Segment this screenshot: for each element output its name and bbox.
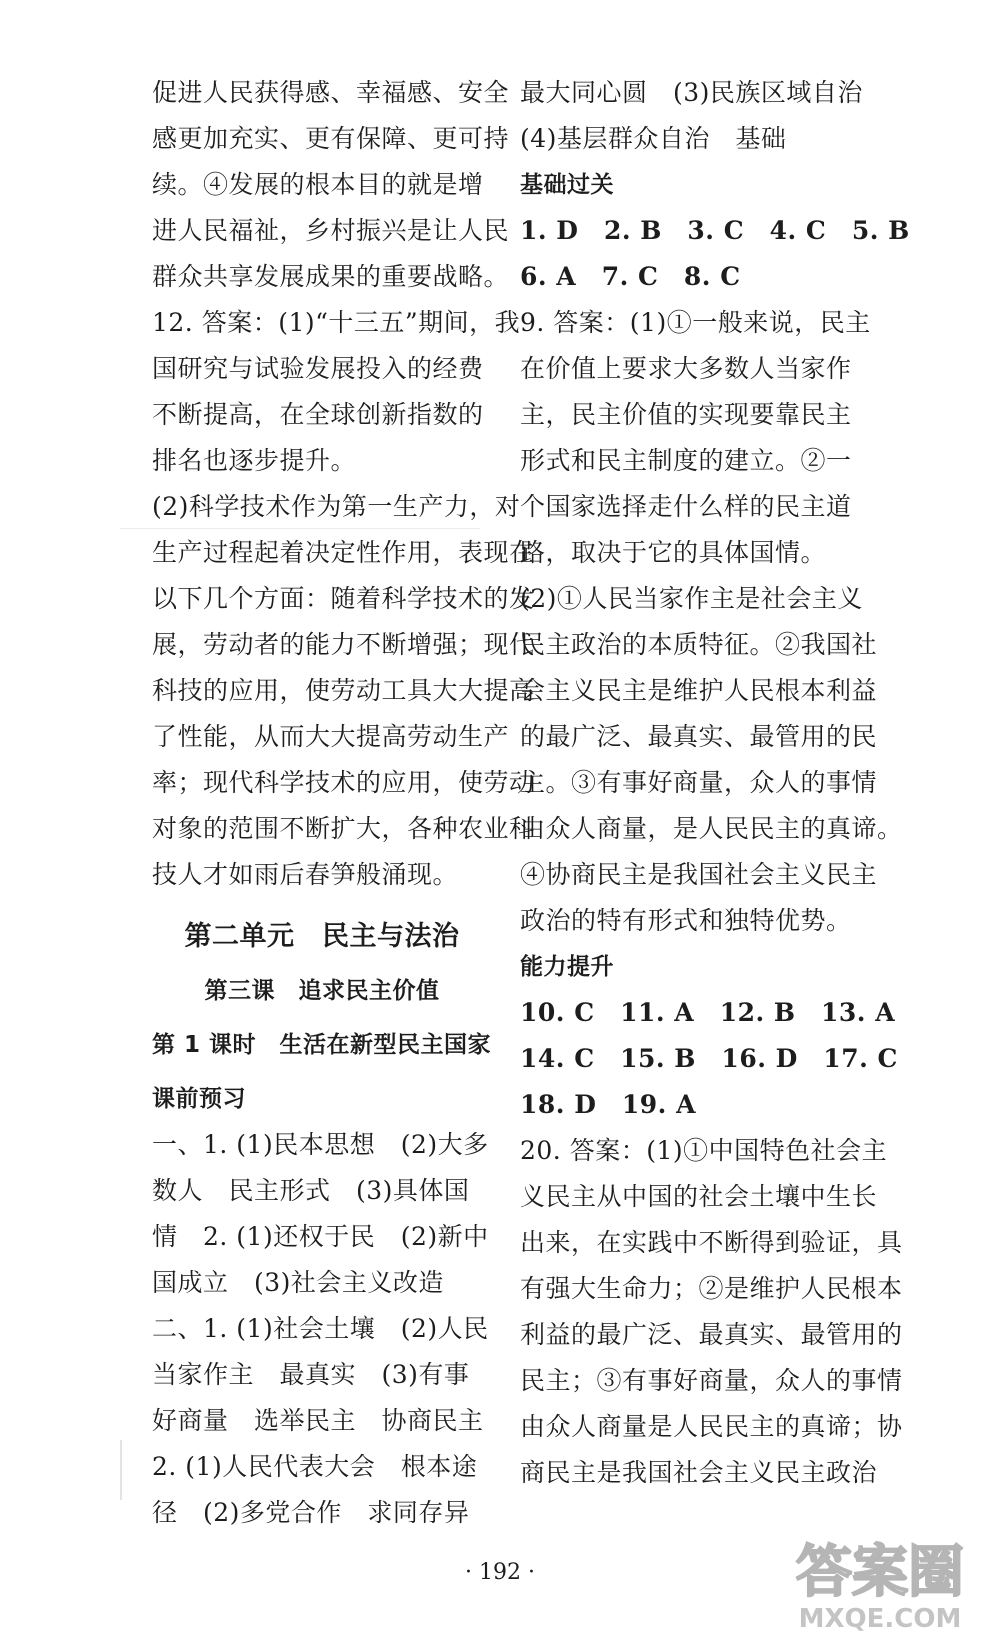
text-line: 商民主是我国社会主义民主政治	[520, 1458, 878, 1487]
text-line: 有强大生命力；②是维护人民根本	[520, 1274, 903, 1303]
section-heading-advanced: 能力提升	[520, 954, 614, 980]
text-line: 径 (2)多党合作 求同存异	[152, 1498, 470, 1527]
text-line: 不断提高，在全球创新指数的	[152, 400, 484, 429]
answer-9-line: 9. 答案：(1)①一般来说，民主	[520, 308, 871, 337]
answer-12-line: 12. 答案：(1)“十三五”期间，我	[152, 308, 521, 337]
margin-mark	[120, 1440, 122, 1500]
text-line: 以下几个方面：随着科学技术的发	[152, 584, 535, 613]
text-line: 路，取决于它的具体国情。	[520, 538, 827, 567]
text-line: 会主义民主是维护人民根本利益	[520, 676, 878, 705]
text-line: 当家作主 最真实 (3)有事	[152, 1360, 470, 1389]
watermark-site-text: MXQE.COM	[798, 1604, 962, 1634]
text-line: 国研究与试验发展投入的经费	[152, 354, 484, 383]
answer-key-line: 10. C 11. A 12. B 13. A	[520, 998, 896, 1027]
text-line: 一、1. (1)民本思想 (2)大多	[152, 1130, 489, 1159]
text-line: 政治的特有形式和独特优势。	[520, 906, 852, 935]
answer-key-line: 14. C 15. B 16. D 17. C	[520, 1044, 898, 1073]
text-line: 进人民福祉，乡村振兴是让人民	[152, 216, 510, 245]
answer-key-line: 6. A 7. C 8. C	[520, 262, 741, 291]
text-line: 主。③有事好商量，众人的事情	[520, 768, 878, 797]
text-line: 形式和民主制度的建立。②一	[520, 446, 852, 475]
text-line: 展，劳动者的能力不断增强；现代	[152, 630, 535, 659]
text-line: 促进人民获得感、幸福感、安全	[152, 78, 510, 107]
text-line: 在价值上要求大多数人当家作	[520, 354, 852, 383]
text-line: 生产过程起着决定性作用，表现在	[152, 538, 535, 567]
text-line: 利益的最广泛、最真实、最管用的	[520, 1320, 903, 1349]
text-line: 二、1. (1)社会土壤 (2)人民	[152, 1314, 489, 1343]
answer-20-line: 20. 答案：(1)①中国特色社会主	[520, 1136, 888, 1165]
section-heading-preview: 课前预习	[152, 1086, 246, 1112]
text-line: 由众人商量，是人民民主的真谛。	[520, 814, 903, 843]
text-line: 技人才如雨后春笋般涌现。	[152, 860, 459, 889]
text-line: (2)①人民当家作主是社会主义	[520, 584, 863, 613]
text-line: 数人 民主形式 (3)具体国	[152, 1176, 470, 1205]
text-line: 个国家选择走什么样的民主道	[520, 492, 852, 521]
text-line: 的最广泛、最真实、最管用的民	[520, 722, 878, 751]
text-line: 感更加充实、更有保障、更可持	[152, 124, 510, 153]
text-line: 最大同心圆 (3)民族区域自治	[520, 78, 863, 107]
text-line: 率；现代科学技术的应用，使劳动	[152, 768, 535, 797]
text-line: 续。④发展的根本目的就是增	[152, 170, 484, 199]
section-heading-basic: 基础过关	[520, 172, 614, 198]
text-line: 排名也逐步提升。	[152, 446, 357, 475]
text-line: 由众人商量是人民民主的真谛；协	[520, 1412, 903, 1441]
text-line: (4)基层群众自治 基础	[520, 124, 787, 153]
answer-key-line: 18. D 19. A	[520, 1090, 696, 1119]
text-line: 2. (1)人民代表大会 根本途	[152, 1452, 478, 1481]
text-line: 好商量 选举民主 协商民主	[152, 1406, 484, 1435]
watermark-main-text: 答案圈	[796, 1540, 964, 1605]
text-line: 义民主从中国的社会土壤中生长	[520, 1182, 878, 1211]
text-line: 主，民主价值的实现要靠民主	[520, 400, 852, 429]
answer-key-line: 1. D 2. B 3. C 4. C 5. B	[520, 216, 910, 245]
text-line: 了性能，从而大大提高劳动生产	[152, 722, 510, 751]
watermark-logo	[780, 1540, 980, 1643]
text-line: 国成立 (3)社会主义改造	[152, 1268, 444, 1297]
lesson-heading: 第三课 追求民主价值	[204, 978, 440, 1004]
text-line: 情 2. (1)还权于民 (2)新中	[152, 1222, 489, 1251]
text-line: ④协商民主是我国社会主义民主	[520, 860, 878, 889]
text-line: 民主政治的本质特征。②我国社	[520, 630, 878, 659]
right-column	[520, 70, 910, 1496]
page-number: · 192 ·	[465, 1560, 535, 1585]
unit-heading: 第二单元 民主与法治	[184, 921, 460, 952]
text-line: (2)科学技术作为第一生产力，对	[152, 492, 521, 521]
period-heading: 第 1 课时 生活在新型民主国家	[152, 1032, 492, 1058]
text-line: 群众共享发展成果的重要战略。	[152, 262, 510, 291]
text-line: 出来，在实践中不断得到验证，具	[520, 1228, 903, 1257]
text-line: 对象的范围不断扩大，各种农业科	[152, 814, 535, 843]
text-line: 民主；③有事好商量，众人的事情	[520, 1366, 903, 1395]
text-line: 科技的应用，使劳动工具大大提高	[152, 676, 535, 705]
left-column	[152, 70, 535, 1536]
